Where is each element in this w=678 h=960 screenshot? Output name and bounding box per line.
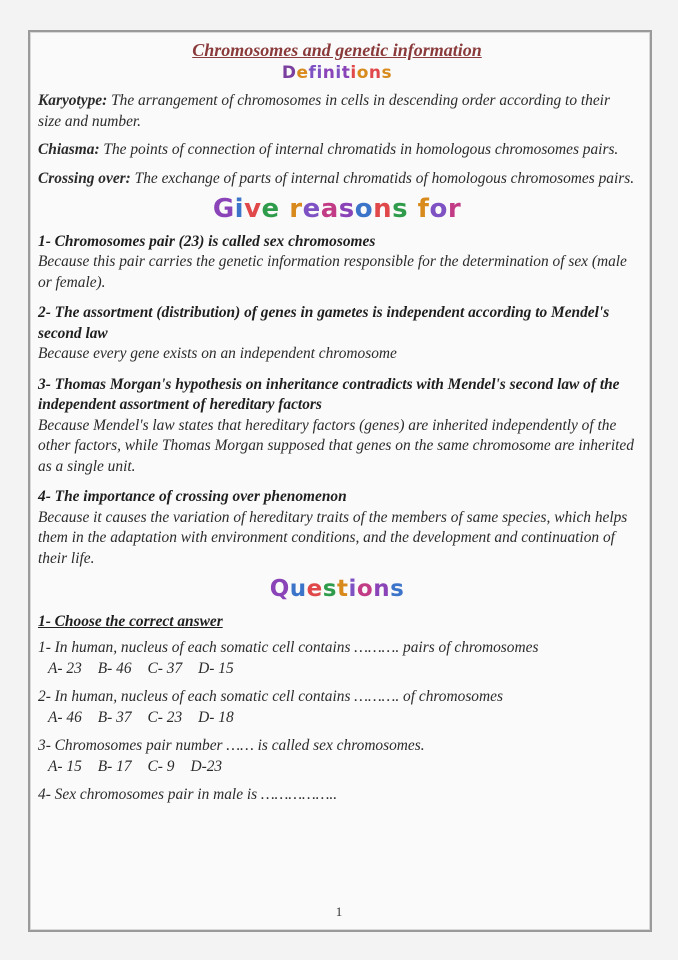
definition-term: Chiasma: bbox=[38, 141, 100, 158]
reason-item bbox=[38, 232, 636, 294]
mcq-option: C- 9 bbox=[147, 757, 175, 775]
definition-term: Crossing over: bbox=[38, 169, 131, 187]
mcq-option: C- 23 bbox=[147, 708, 183, 726]
mcq-option: B- 37 bbox=[97, 708, 132, 726]
mcq-option: D-23 bbox=[190, 757, 223, 775]
give-reasons-heading: Give reasons for bbox=[212, 194, 462, 224]
reason-question: 2- The assortment (distribution) of genes in gametes is independent according to Mendel's second law bbox=[38, 304, 610, 342]
mcq-item bbox=[38, 687, 636, 728]
definition-text: The points of connection of internal chromatids in homologous chromosomes pairs. bbox=[99, 141, 619, 158]
mcq-options bbox=[48, 757, 636, 778]
choose-heading: 1- Choose the correct answer bbox=[38, 612, 223, 630]
questions-heading: Questions bbox=[269, 576, 405, 602]
reason-answer: Because every gene exists on an independent chromosome bbox=[38, 345, 397, 362]
page-number: 1 bbox=[335, 904, 343, 919]
mcq-item bbox=[38, 638, 636, 679]
mcq-item bbox=[38, 736, 636, 777]
mcq-option: B- 17 bbox=[97, 757, 132, 775]
mcq-options bbox=[48, 659, 636, 680]
definition-chiasma bbox=[38, 140, 636, 161]
reason-answer: Because it causes the variation of hereditary traits of the members of same species, which helps them in the adaptation with environment conditions, and the development and continuation of their life. bbox=[38, 508, 628, 567]
reason-question: 3- Thomas Morgan's hypothesis on inheritance contradicts with Mendel's second law of the independent assortment of hereditary factors bbox=[38, 375, 620, 413]
mcq-options bbox=[48, 708, 636, 729]
definition-karyotype bbox=[38, 91, 636, 132]
mcq-stem: 4- Sex chromosomes pair in male is …………….. bbox=[38, 786, 338, 803]
reason-item bbox=[38, 375, 636, 478]
mcq-option: A- 23 bbox=[48, 659, 82, 677]
mcq-stem: 2- In human, nucleus of each somatic cell contains ………. of chromosomes bbox=[38, 688, 503, 705]
mcq-stem: 1- In human, nucleus of each somatic cell contains ………. pairs of chromosomes bbox=[38, 639, 539, 656]
reason-answer: Because Mendel's law states that hereditary factors (genes) are inherited independently of the other factors, while Thomas Morgan supposed that genes on the same chromosome are inherited as a single unit. bbox=[38, 416, 634, 475]
reason-item bbox=[38, 303, 636, 365]
reason-question: 4- The importance of crossing over phenomenon bbox=[38, 488, 347, 505]
mcq-option: D- 15 bbox=[198, 659, 234, 677]
mcq-option: A- 15 bbox=[48, 757, 82, 775]
definition-crossing-over bbox=[38, 169, 636, 190]
reason-item bbox=[38, 487, 636, 569]
mcq-option: A- 46 bbox=[48, 708, 82, 726]
mcq-option: C- 37 bbox=[147, 659, 183, 677]
definition-term: Karyotype: bbox=[38, 92, 108, 109]
mcq-stem: 3- Chromosomes pair number …… is called sex chromosomes. bbox=[38, 737, 425, 754]
document-title: Chromosomes and genetic information bbox=[192, 40, 482, 60]
definition-text: The arrangement of chromosomes in cells in descending order according to their size and number. bbox=[38, 92, 610, 130]
mcq-option: D- 18 bbox=[198, 708, 234, 726]
mcq-item bbox=[38, 785, 636, 806]
mcq-option: B- 46 bbox=[97, 659, 132, 677]
document-body bbox=[38, 36, 636, 814]
definitions-heading: Definitions bbox=[281, 62, 393, 83]
reason-question: 1- Chromosomes pair (23) is called sex chromosomes bbox=[38, 232, 376, 250]
reason-answer: Because this pair carries the genetic information responsible for the determination of sex (male or female). bbox=[38, 253, 627, 291]
definition-text: The exchange of parts of internal chromatids of homologous chromosomes pairs. bbox=[130, 169, 635, 187]
